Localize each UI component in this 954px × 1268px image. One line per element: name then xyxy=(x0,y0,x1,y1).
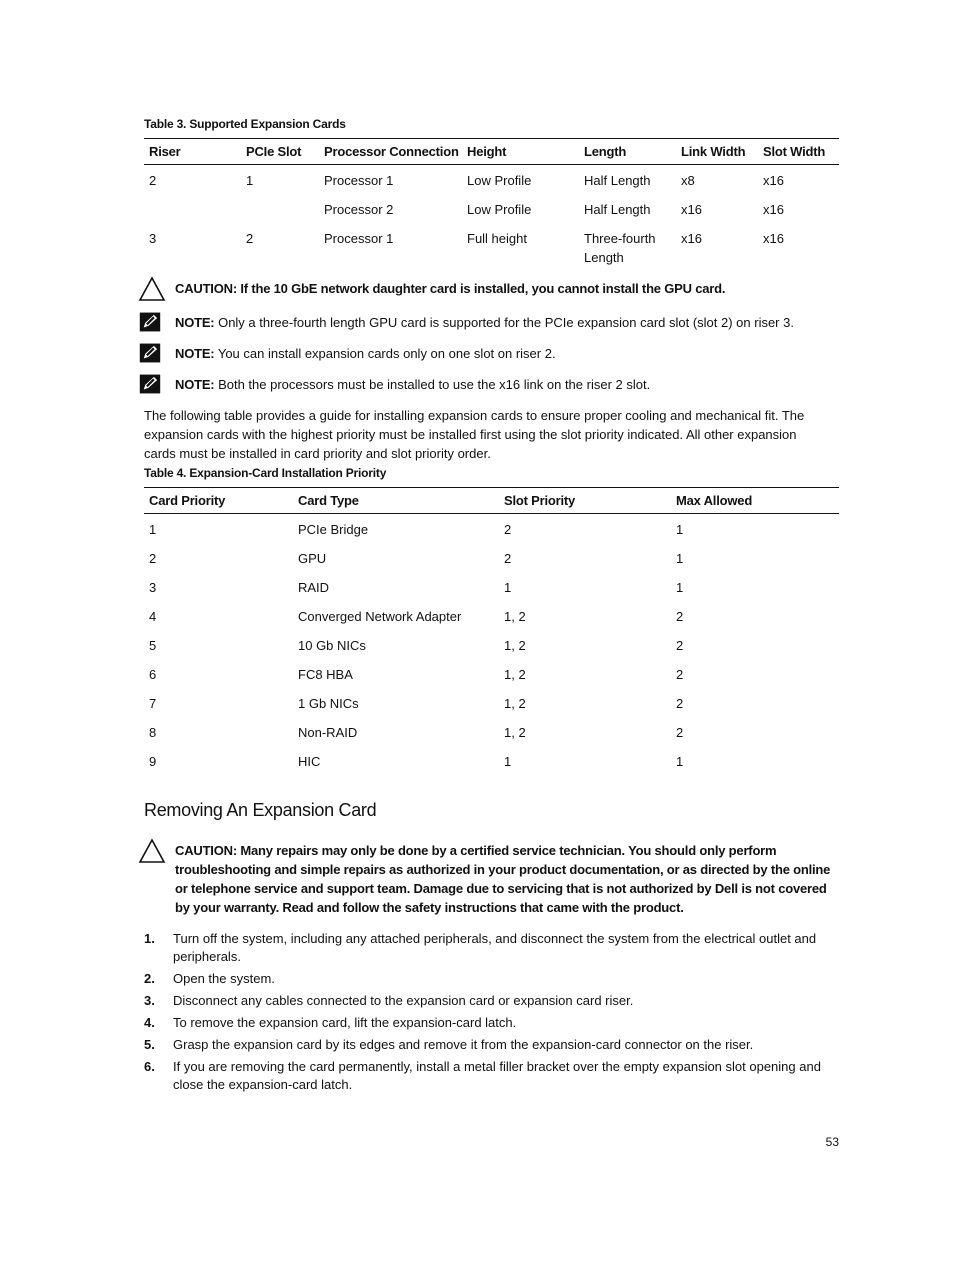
table-cell: FC8 HBA xyxy=(298,666,353,682)
table-cell: 6 xyxy=(149,666,157,682)
table-cell: 1 xyxy=(676,579,684,595)
note-text: You can install expansion cards only on one slot on riser 2. xyxy=(217,346,556,361)
note-text: Only a three-fourth length GPU card is supported for the PCIe expansion card slot (slot 2) on riser 3. xyxy=(218,315,794,330)
table-cell: x16 xyxy=(763,230,784,246)
step-number: 1. xyxy=(144,931,155,946)
table-row xyxy=(144,165,839,194)
table-cell: 5 xyxy=(149,637,157,653)
note-pencil-icon xyxy=(139,342,161,364)
list-item xyxy=(144,992,839,1010)
step-text: Open the system. xyxy=(173,971,275,986)
table-cell: 8 xyxy=(149,724,157,740)
table-cell: 10 Gb NICs xyxy=(298,637,366,653)
installation-priority-table xyxy=(144,487,839,775)
table-cell: Processor 1 xyxy=(324,230,394,246)
section-heading: Removing An Expansion Card xyxy=(144,800,377,820)
table-cell: Processor 1 xyxy=(324,173,394,188)
column-header: PCIe Slot xyxy=(241,139,319,165)
table-cell: 2 xyxy=(676,608,684,624)
caution-text: If the 10 GbE network daughter card is installed, you cannot install the GPU card. xyxy=(240,281,726,296)
note-pencil-icon xyxy=(139,373,161,395)
step-number: 3. xyxy=(144,993,155,1008)
table-row xyxy=(144,688,839,717)
table-cell: Full height xyxy=(467,230,527,246)
step-number: 5. xyxy=(144,1037,155,1052)
table-cell: Converged Network Adapter xyxy=(298,608,462,624)
column-header: Max Allowed xyxy=(671,488,839,514)
table-cell: 1 xyxy=(676,522,684,537)
table-cell: 2 xyxy=(149,173,157,188)
table-cell: 7 xyxy=(149,695,157,711)
table-cell: 2 xyxy=(504,522,512,537)
step-text: To remove the expansion card, lift the expansion-card latch. xyxy=(173,1015,517,1030)
caution-triangle-icon xyxy=(138,276,166,302)
column-header: Link Width xyxy=(676,139,758,165)
column-header: Height xyxy=(462,139,579,165)
table-cell: RAID xyxy=(298,579,330,595)
table-cell: 1, 2 xyxy=(504,608,526,624)
table-cell: 1, 2 xyxy=(504,724,526,740)
table-cell: x8 xyxy=(681,173,695,188)
note-label: NOTE: xyxy=(175,346,215,361)
supported-expansion-cards-table xyxy=(144,138,839,267)
list-item xyxy=(144,930,839,966)
table-cell: 1 xyxy=(676,753,684,769)
table-cell: 2 xyxy=(676,695,684,711)
table-cell: x16 xyxy=(763,173,784,188)
table-row xyxy=(144,223,839,267)
column-header: Length xyxy=(579,139,676,165)
table-cell: 1 Gb NICs xyxy=(298,695,359,711)
table-header-row xyxy=(144,139,839,165)
table-cell: x16 xyxy=(681,230,702,246)
table-cell: 2 xyxy=(504,550,512,566)
column-header: Card Type xyxy=(293,488,499,514)
page-number: 53 xyxy=(825,1135,839,1149)
table-row xyxy=(144,194,839,223)
caution-triangle-icon xyxy=(138,838,166,864)
column-header: Processor Connection xyxy=(319,139,462,165)
table-cell: 2 xyxy=(676,724,684,740)
table-cell: 3 xyxy=(149,230,157,246)
table3-caption: Table 3. Supported Expansion Cards xyxy=(144,117,346,131)
caution-label: CAUTION: xyxy=(175,281,237,296)
table-cell: Half Length xyxy=(584,173,651,188)
note-label: NOTE: xyxy=(175,377,215,392)
table-cell: 3 xyxy=(149,579,157,595)
table-cell: 1 xyxy=(246,173,254,188)
note-label: NOTE: xyxy=(175,315,215,330)
note-text: Both the processors must be installed to use the x16 link on the riser 2 slot. xyxy=(218,377,651,392)
table-row xyxy=(144,659,839,688)
table-cell: 1 xyxy=(149,522,157,537)
table-cell: 2 xyxy=(676,637,684,653)
table-cell: 9 xyxy=(149,753,157,769)
table-cell: 1 xyxy=(676,550,684,566)
table-cell: Non-RAID xyxy=(298,724,358,740)
table-cell: 2 xyxy=(149,550,157,566)
list-item xyxy=(144,1036,839,1054)
table-cell: HIC xyxy=(298,753,321,769)
table-cell: Processor 2 xyxy=(324,201,394,217)
table-cell: Three-fourth Length xyxy=(584,230,656,265)
table-cell: PCIe Bridge xyxy=(298,522,369,537)
list-item xyxy=(144,1014,839,1032)
table-row xyxy=(144,543,839,572)
table-cell: Low Profile xyxy=(467,201,532,217)
step-number: 4. xyxy=(144,1015,155,1030)
column-header: Riser xyxy=(144,139,241,165)
procedure-steps xyxy=(144,930,839,1098)
table-row xyxy=(144,746,839,775)
step-text: Disconnect any cables connected to the expansion card or expansion card riser. xyxy=(173,993,634,1008)
list-item xyxy=(144,970,839,988)
table-cell: 1, 2 xyxy=(504,666,526,682)
table-row xyxy=(144,717,839,746)
table-cell xyxy=(144,194,241,223)
list-item xyxy=(144,1058,839,1094)
step-text: Grasp the expansion card by its edges and remove it from the expansion-card connector on the riser. xyxy=(173,1037,754,1052)
table-cell: 1, 2 xyxy=(504,637,526,653)
table-row xyxy=(144,601,839,630)
table-cell: GPU xyxy=(298,550,327,566)
table-cell: Half Length xyxy=(584,201,651,217)
table-cell: 4 xyxy=(149,608,157,624)
column-header: Slot Priority xyxy=(499,488,671,514)
caution-text: Many repairs may only be done by a certified service technician. You should only perform troubleshooting and simple repairs as authorized in your product documentation, or as directed by the online or telephone service and support team. Damage due to servicing that is not authorized by Dell is not covered by your warranty. Read and follow the safety instructions that came with the product. xyxy=(175,843,831,915)
table-header-row xyxy=(144,488,839,514)
table-cell: 1 xyxy=(504,753,512,769)
step-text: If you are removing the card permanently, install a metal filler bracket over the empty expansion slot opening and close the expansion-card latch. xyxy=(173,1059,821,1092)
table-cell: 2 xyxy=(676,666,684,682)
step-number: 2. xyxy=(144,971,155,986)
step-number: 6. xyxy=(144,1059,155,1074)
table4-caption: Table 4. Expansion-Card Installation Priority xyxy=(144,466,387,480)
table-cell: 1 xyxy=(504,579,512,595)
table-cell: x16 xyxy=(681,201,702,217)
table-row xyxy=(144,572,839,601)
table-row xyxy=(144,630,839,659)
intro-paragraph: The following table provides a guide for installing expansion cards to ensure proper cooling and mechanical fit. The expansion cards with the highest priority must be installed first using the slot priority indicated. All other expansion cards must be installed in card priority and slot priority order. xyxy=(144,408,805,461)
column-header: Card Priority xyxy=(144,488,293,514)
table-cell: 2 xyxy=(246,230,254,246)
step-text: Turn off the system, including any attached peripherals, and disconnect the system from the electrical outlet and peripherals. xyxy=(173,931,817,964)
column-header: Slot Width xyxy=(758,139,839,165)
table-cell: Low Profile xyxy=(467,173,532,188)
table-cell: 1, 2 xyxy=(504,695,526,711)
table-cell xyxy=(241,194,319,223)
note-pencil-icon xyxy=(139,311,161,333)
caution-label: CAUTION: xyxy=(175,843,237,858)
table-row xyxy=(144,514,839,543)
table-cell: x16 xyxy=(763,201,784,217)
